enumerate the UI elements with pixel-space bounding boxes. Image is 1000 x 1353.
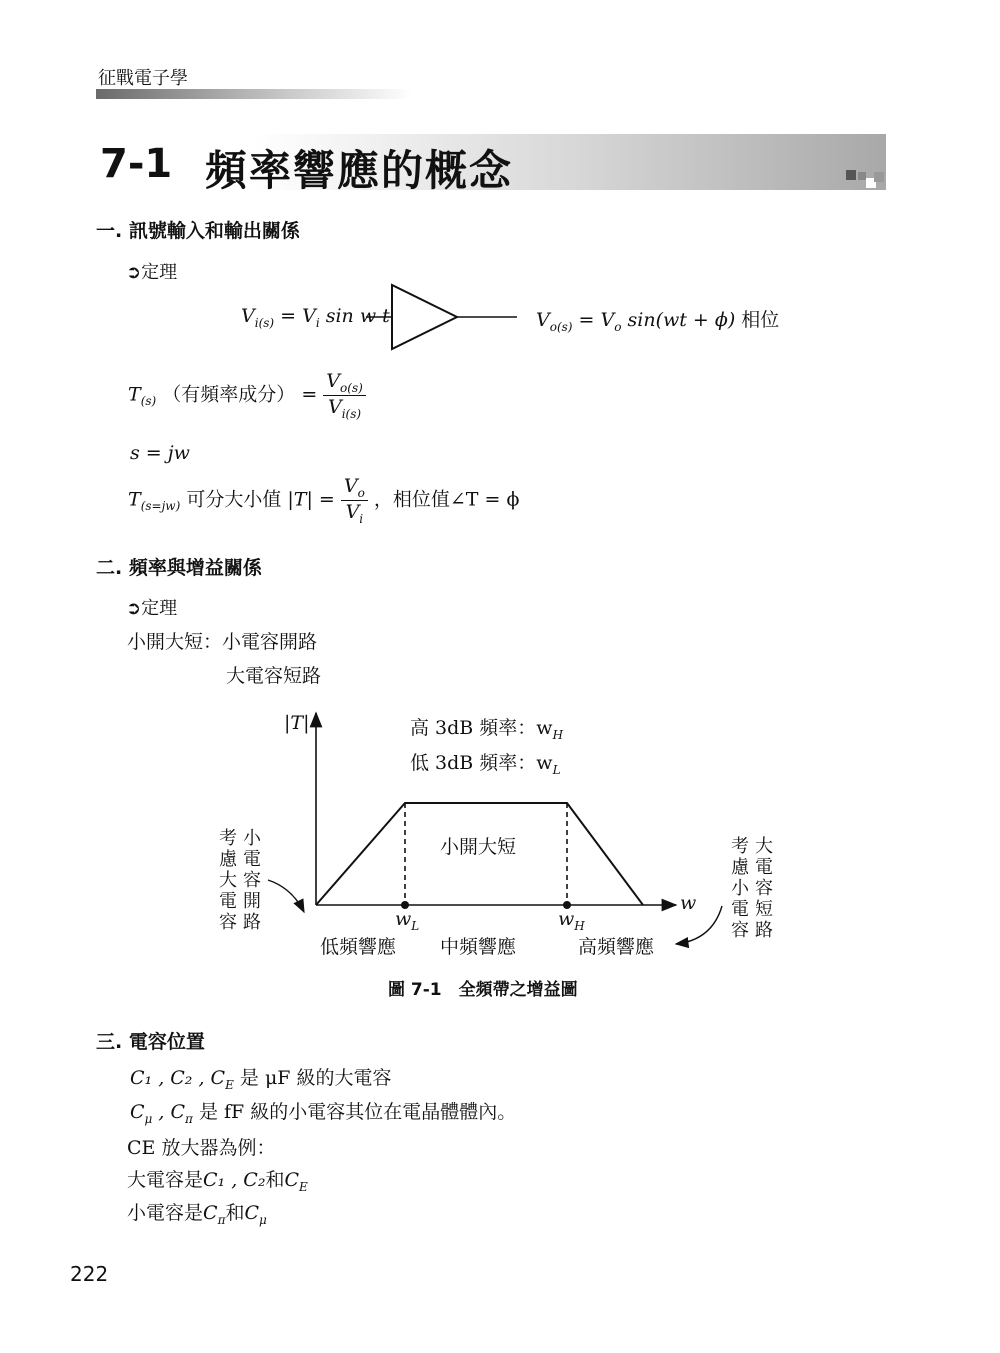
figure-caption: 圖 7-1 全頻帶之增益圖 — [388, 980, 578, 1000]
chapter-title: 頻率響應的概念 — [205, 146, 514, 195]
rule-line-1: 小開大短：小電容開路 — [127, 631, 318, 653]
transfer-function: $T_{(s)}$ （有頻率成分） = $\frac{V_{o(s)}}{V_{i(s)}}$ — [128, 370, 366, 421]
right-note-col1: 考慮小電容 — [731, 836, 749, 941]
arrow-icon: ➲ — [126, 598, 142, 619]
section-1-heading: 一. 訊號輸入和輸出關係 — [96, 220, 300, 242]
y-axis-label: |T| — [284, 712, 310, 734]
section-3-heading: 三. 電容位置 — [96, 1031, 205, 1053]
arrow-icon: ➲ — [126, 262, 142, 283]
capacitor-line-1: C₁ , C₂ , $C_E$ 是 μF 級的大電容 — [130, 1067, 392, 1092]
capacitor-line-5: 小電容是$C_\pi$和$C_\mu$ — [127, 1202, 267, 1227]
wh-label: $w_H$ — [558, 908, 585, 933]
left-note-col1: 考慮大電容 — [219, 828, 237, 933]
low-frequency-response-label: 低頻響應 — [320, 936, 397, 958]
magnitude-phase-equation: $T_{(s=jw)}$ 可分大小值 |T| = $\frac{V_o}{V_i}$ ，相位值∠T = ϕ — [128, 475, 520, 526]
left-note-col2: 小電容開路 — [243, 828, 261, 933]
theorem-label-1: ➲定理 — [126, 262, 178, 283]
high-frequency-response-label: 高頻響應 — [578, 936, 655, 958]
book-title: 征戰電子學 — [98, 68, 188, 89]
page-number: 222 — [70, 1262, 109, 1286]
output-signal-equation: $V_{o(s)} = V_o$ sin(wt + ϕ) 相位 — [536, 309, 780, 334]
right-note-col2: 大電容短路 — [755, 836, 773, 941]
high-3db-label: 高 3dB 頻率：$w_H$ — [410, 717, 564, 742]
mid-frequency-response-label: 中頻響應 — [440, 936, 517, 958]
chapter-number: 7-1 — [100, 141, 173, 187]
rule-line-2: 大電容短路 — [226, 665, 322, 687]
capacitor-line-3: CE 放大器為例： — [127, 1137, 276, 1159]
section-2-heading: 二. 頻率與增益關係 — [96, 557, 262, 579]
x-axis-label: w — [680, 892, 697, 914]
wl-label: $w_L$ — [395, 908, 420, 933]
midband-label: 小開大短 — [440, 836, 517, 858]
low-3db-label: 低 3dB 頻率：$w_L$ — [410, 752, 561, 777]
capacitor-line-4: 大電容是C₁ , C₂和$C_E$ — [127, 1169, 308, 1194]
left-note-arrow — [268, 880, 304, 912]
input-signal-equation: $V_{i(s)} = V_i$ sin w t — [241, 305, 390, 330]
theorem-label-2: ➲定理 — [126, 598, 178, 619]
s-equals-jw: s = jw — [130, 442, 190, 464]
capacitor-line-2: $C_\mu$ , $C_\pi$ 是 fF 級的小電容其位在電晶體體內。 — [130, 1101, 517, 1126]
